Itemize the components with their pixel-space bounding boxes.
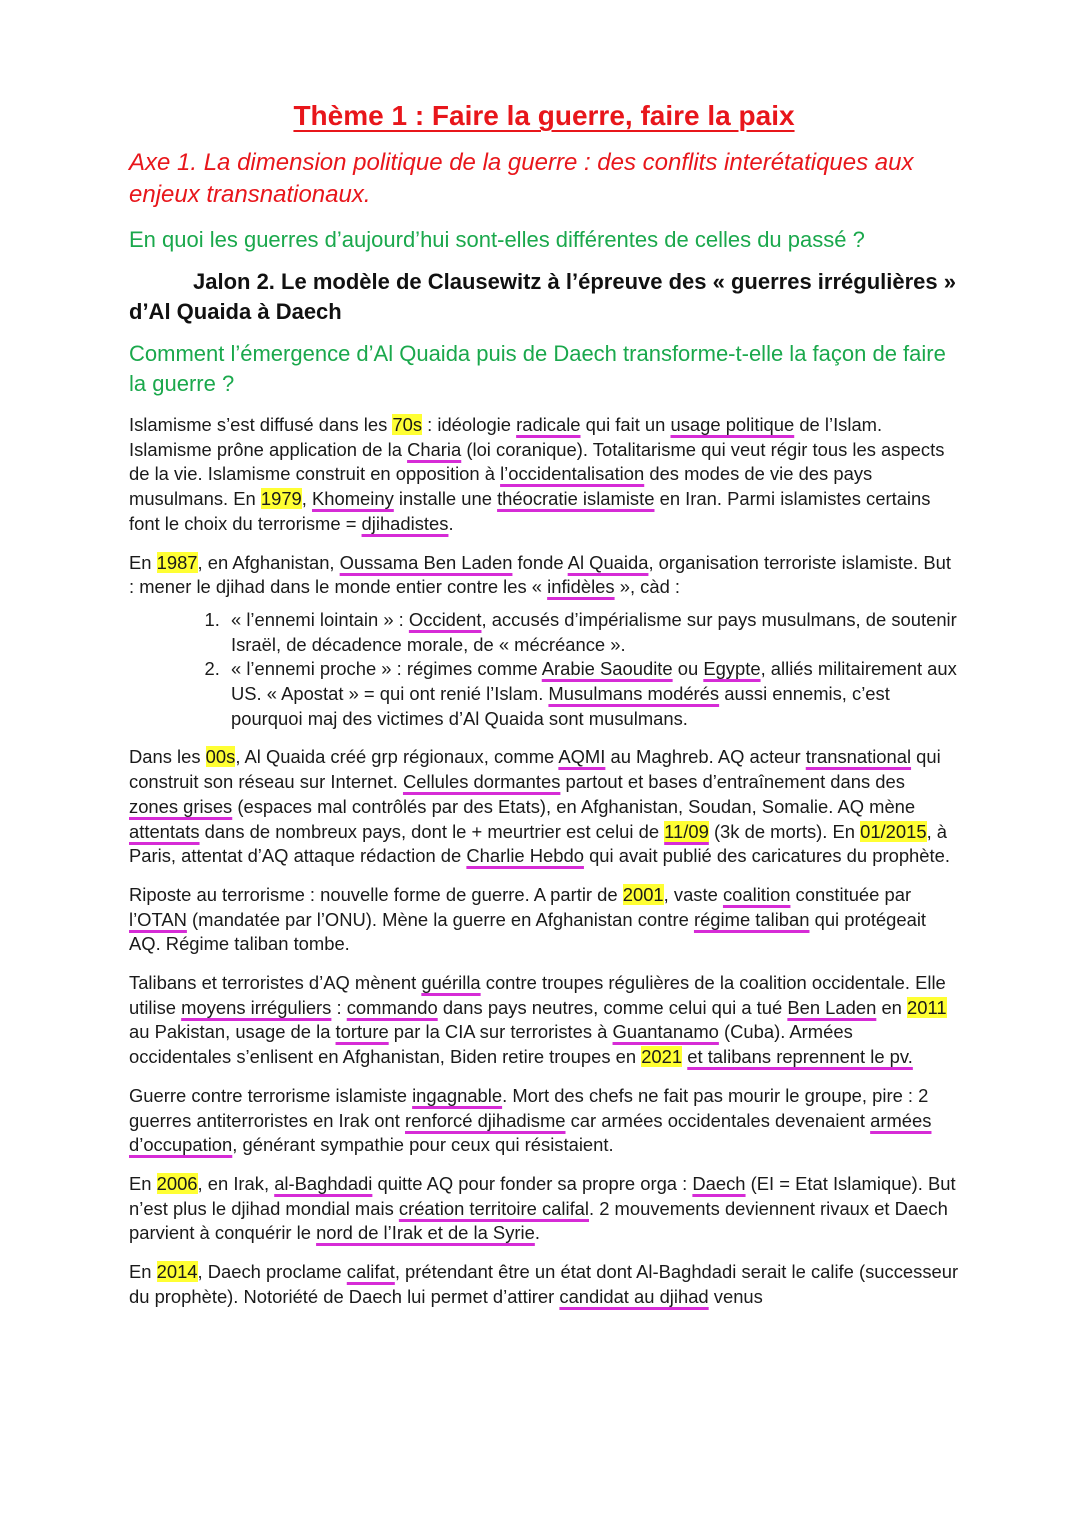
text-run: ou [672, 658, 704, 680]
underlined-term: Cellules dormantes [402, 771, 561, 793]
text-run: , Daech proclame [197, 1261, 347, 1283]
underlined-term: al-Baghdadi [274, 1172, 373, 1194]
text-run: qui construit son réseau sur Internet. [129, 746, 941, 793]
paragraph [129, 1084, 959, 1158]
text-run: (loi coranique). Totalitarisme qui veut régir tous les aspects de la vie. Islamisme construit en opposition à [129, 438, 945, 485]
highlighted-date: 2006 [156, 1172, 198, 1194]
underlined-term: création territoire califal [398, 1197, 589, 1219]
text-run: : [331, 996, 347, 1018]
underlined-term: attentats [129, 820, 200, 842]
underlined-term: Guantanamo [612, 1021, 719, 1043]
text-run: , prétendant être un état dont Al-Baghdadi serait le calife (successeur du prophète). Notoriété de Daech lui permet d’attirer [129, 1261, 959, 1307]
underlined-term: califat [346, 1261, 395, 1283]
axe-heading: Axe 1. La dimension politique de la guerre : des conflits interétatiques aux enjeux transnationaux. [129, 149, 914, 208]
underlined-term: candidat au djihad [559, 1285, 709, 1307]
paragraph [129, 745, 959, 869]
underlined-term: nord de l’Irak et de la Syrie [316, 1222, 535, 1244]
underlined-term: zones grises [129, 795, 233, 817]
underlined-term: AQMI [558, 746, 606, 768]
underlined-term: l’occidentalisation [500, 463, 645, 485]
underlined-term: Charia [407, 438, 462, 460]
text-run: En [129, 1172, 157, 1194]
underlined-term: usage politique [670, 414, 795, 435]
paragraph [129, 971, 959, 1070]
underlined-term: et talibans reprennent le pv. [687, 1046, 913, 1068]
highlighted-date: 2011 [907, 996, 947, 1018]
paragraph [129, 1260, 959, 1309]
text-run: (3k de morts). En [708, 820, 861, 842]
paragraph [129, 1172, 959, 1246]
underlined-term: commando [346, 996, 438, 1018]
underlined-term: Ben Laden [787, 996, 877, 1018]
text-run: (mandatée par l’ONU). Mène la guerre en Afghanistan contre [186, 908, 694, 930]
problem-question: En quoi les guerres d’aujourd’hui sont-elles différentes de celles du passé ? [129, 227, 865, 252]
text-run: , à Paris, attentat d’AQ attaque rédaction de [129, 820, 948, 867]
highlighted-date: 2014 [156, 1261, 198, 1283]
text-run: en [876, 996, 908, 1018]
text-run: des modes de vie des pays musulmans. En [129, 463, 873, 510]
text-run: », càd : [614, 576, 681, 598]
underlined-term: Oussama Ben Laden [339, 551, 513, 573]
highlighted-date: 2001 [622, 883, 664, 905]
list-item [225, 657, 959, 731]
underlined-term: Khomeiny [312, 488, 394, 510]
text-run: venus [708, 1285, 763, 1307]
text-run: En [129, 1261, 157, 1283]
text-run: Dans les [129, 746, 206, 768]
text-run: Riposte au terrorisme : nouvelle forme de guerre. A partir de [129, 883, 623, 905]
text-run: contre troupes régulières de la coalition occidentale. Elle utilise [129, 972, 946, 1018]
underlined-term: Egypte [703, 658, 761, 680]
text-run: , alliés militairement aux US. « Apostat » = qui ont renié l’Islam. [231, 658, 957, 705]
paragraph [129, 883, 959, 957]
text-run: dans de nombreux pays, dont le + meurtrier est celui de [199, 820, 665, 842]
underlined-term: l’OTAN [129, 908, 187, 930]
highlighted-date: 70s [392, 414, 423, 435]
highlighted-date: 11/09 [664, 820, 709, 842]
text-run: qui avait publié des caricatures du prophète. [583, 845, 950, 867]
underlined-term: Occident [408, 608, 482, 630]
underlined-term: théocratie islamiste [497, 488, 655, 510]
text-run: au Pakistan, usage de la [129, 1021, 336, 1043]
text-run: partout et bases d’entraînement dans des [560, 771, 905, 793]
text-run: en Iran. Parmi islamistes certains font le choix du terrorisme = [129, 488, 931, 534]
text-run: installe une [393, 488, 498, 510]
paragraph [129, 551, 959, 600]
text-run: au Maghreb. AQ acteur [605, 746, 806, 768]
text-run: aussi ennemis, c’est pourquoi maj des victimes d’Al Quaida sont musulmans. [231, 683, 890, 729]
text-run: (Cuba). Armées occidentales s’enlisent en Afghanistan, Biden retire troupes en [129, 1021, 853, 1068]
text-run: Talibans et terroristes d’AQ mènent [129, 972, 422, 994]
underlined-term: Daech [692, 1172, 746, 1194]
text-run: « l’ennemi proche » : régimes comme [231, 658, 542, 680]
underlined-term: guérilla [421, 972, 481, 994]
text-run: , vaste [663, 883, 723, 905]
text-run: Islamisme s’est diffusé dans les [129, 414, 393, 435]
text-run: par la CIA sur terroristes à [388, 1021, 613, 1043]
underlined-term: infidèles [547, 576, 615, 598]
underlined-term: moyens irréguliers [181, 996, 332, 1018]
text-run: , générant sympathie pour ceux qui résistaient. [232, 1134, 614, 1156]
underlined-term: ingagnable [412, 1084, 503, 1106]
text-run: . [534, 1222, 540, 1244]
underlined-term: Arabie Saoudite [541, 658, 673, 680]
text-run: . 2 mouvements deviennent rivaux et Daech parvient à conquérir le [129, 1197, 948, 1244]
highlighted-date: 1987 [156, 551, 198, 573]
underlined-term: Musulmans modérés [548, 683, 720, 705]
highlighted-date: 1979 [260, 488, 302, 510]
enemy-list [129, 608, 959, 732]
text-run: car armées occidentales devenaient [565, 1109, 871, 1131]
text-run: , accusés d’impérialisme sur pays musulmans, de soutenir Israël, de décadence morale, de « mécréance ». [231, 608, 957, 655]
theme-title: Thème 1 : Faire la guerre, faire la paix [293, 100, 795, 131]
text-run: , en Irak, [197, 1172, 275, 1194]
text-run: qui fait un [580, 414, 671, 435]
text-run: qui protégeait AQ. Régime taliban tombe. [129, 908, 927, 955]
underlined-term: djihadistes [361, 512, 449, 534]
underlined-term: Al Quaida [567, 551, 649, 573]
underlined-term: renforcé djihadisme [405, 1109, 566, 1131]
paragraph [129, 413, 959, 537]
list-item [225, 608, 959, 657]
text-run: « l’ennemi lointain » : [231, 608, 409, 630]
underlined-term: régime taliban [693, 908, 810, 930]
text-run: (espaces mal contrôlés par des Etats), en Afghanistan, Soudan, Somalie. AQ mène [232, 795, 916, 817]
text-run: Guerre contre terrorisme islamiste [129, 1084, 413, 1106]
text-run: , organisation terroriste islamiste. But : mener le djihad dans le monde entier contre les « [129, 551, 951, 598]
highlighted-date: 01/2015 [860, 820, 927, 842]
text-run: fonde [512, 551, 568, 573]
text-run: constituée par [790, 883, 912, 905]
underlined-term: transnational [805, 746, 912, 768]
text-run: , [301, 488, 313, 510]
text-run: de l’Islam. Islamisme prône application de la [129, 414, 883, 460]
text-run: . [448, 512, 454, 534]
text-run: (EI = Etat Islamique). But n’est plus le djihad mondial mais [129, 1172, 956, 1219]
underlined-term: torture [335, 1021, 389, 1043]
text-run: En [129, 551, 157, 573]
text-run: dans pays neutres, comme celui qui a tué [437, 996, 788, 1018]
jalon-question: Comment l’émergence d’Al Quaida puis de Daech transforme-t-elle la façon de faire la guerre ? [129, 341, 946, 396]
text-run: , Al Quaida créé grp régionaux, comme [235, 746, 559, 768]
text-run: : idéologie [422, 414, 517, 435]
jalon-heading: Jalon 2. Le modèle de Clausewitz à l’épreuve des « guerres irrégulières » d’Al Quaida à Daech [129, 269, 956, 324]
text-run: . Mort des chefs ne fait pas mourir le groupe, pire : 2 guerres antiterroristes en Irak ont [129, 1084, 929, 1131]
text-run: quitte AQ pour fonder sa propre orga : [372, 1172, 693, 1194]
highlighted-date: 00s [205, 746, 236, 768]
underlined-term: radicale [516, 414, 581, 435]
underlined-term: Charlie Hebdo [466, 845, 584, 867]
text-run: , en Afghanistan, [197, 551, 340, 573]
underlined-term: armées d’occupation [129, 1109, 932, 1156]
underlined-term: coalition [722, 883, 791, 905]
highlighted-date: 2021 [641, 1046, 683, 1068]
document-page [129, 98, 959, 1324]
